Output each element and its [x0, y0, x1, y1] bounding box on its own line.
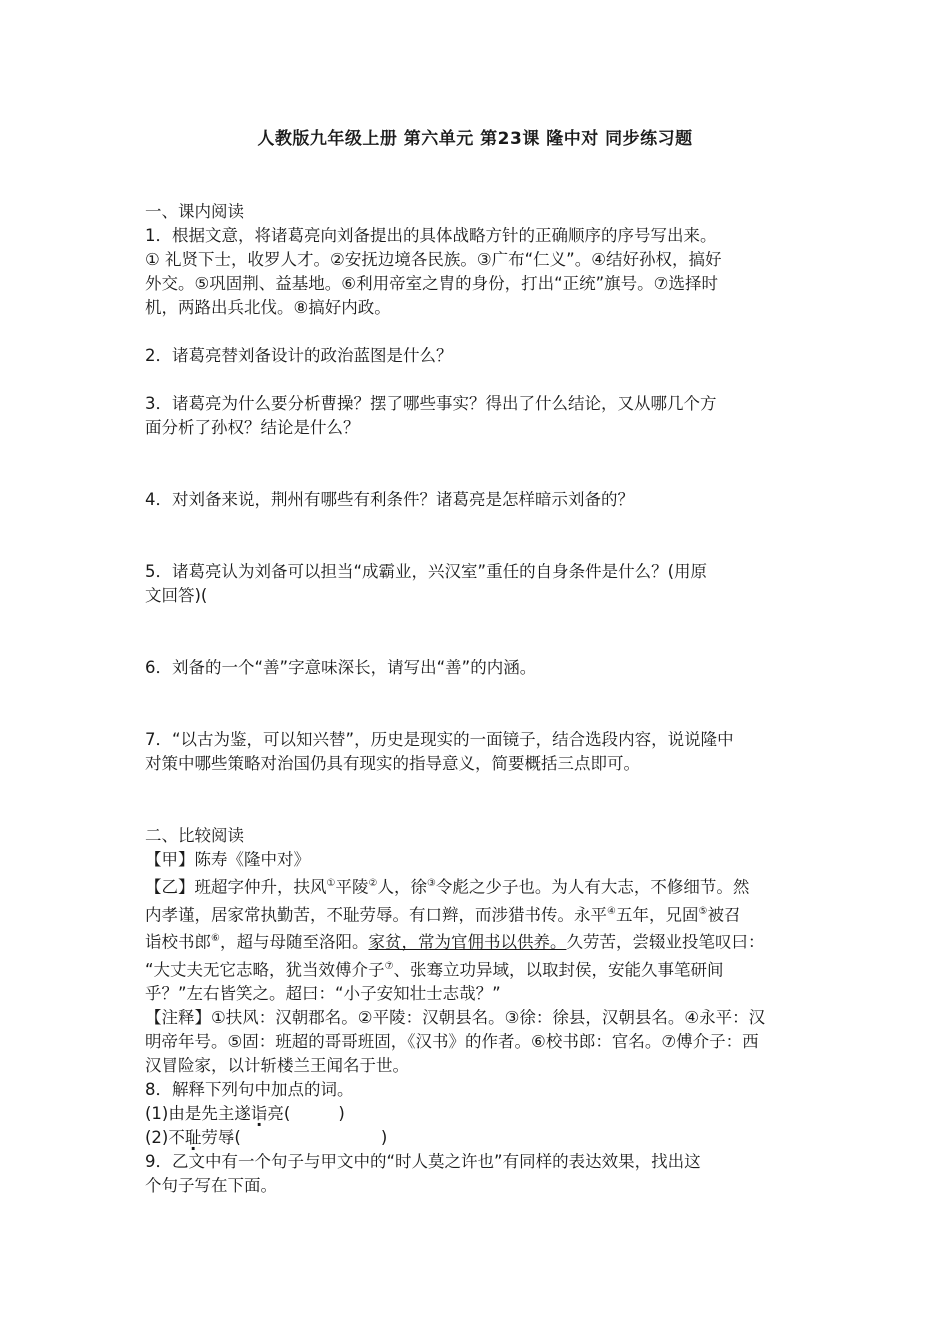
passage-yi-line-2: 内孝谨，居家常执勤苦，不耻劳辱。有口辫，而涉猎书传。永平④五年，兄固⑤被召 [145, 905, 741, 924]
passage-jia-title: 【甲】陈寿《隆中对》 [145, 850, 310, 869]
dotted-word: 诣 [250, 1104, 268, 1123]
question-1-line-2: ① 礼贤下士，收罗人才。②安抚边境各民族。③广布“仁义”。④结好孙权，搞好 [145, 250, 722, 269]
question-8-item-1: (1)由是先主遂诣亮( ) [145, 1104, 345, 1123]
question-6: 6．刘备的一个“善”字意味深长，请写出“善”的内涵。 [145, 658, 537, 677]
question-8: 8．解释下列句中加点的词。 [145, 1080, 354, 1099]
question-5-line-2: 文回答)( [145, 586, 208, 605]
notes-line-2: 明帝年号。⑤固：班超的哥哥班固，《汉书》的作者。⑥校书郎：官名。⑦傅介子：西 [145, 1032, 759, 1051]
dotted-word: 耻 [184, 1128, 202, 1147]
question-9-line-2: 个句子写在下面。 [145, 1176, 277, 1195]
section-heading-1: 一、课内阅读 [145, 202, 244, 221]
question-8-item-2: (2)不耻劳辱( ) [145, 1128, 388, 1147]
question-1-line-1: 1．根据文意，将诸葛亮向刘备提出的具体战略方针的正确顺序的序号写出来。 [145, 226, 717, 245]
notes-line-1: 【注释】①扶风：汉朝郡名。②平陵：汉朝县名。③徐：徐县，汉朝县名。④永平：汉 [145, 1008, 766, 1027]
question-5-line-1: 5．诸葛亮认为刘备可以担当“成霸业，兴汉室”重任的自身条件是什么？(用原 [145, 562, 708, 581]
document-body [145, 200, 813, 1198]
question-3-line-1: 3．诸葛亮为什么要分析曹操？摆了哪些事实？得出了什么结论，又从哪几个方 [145, 394, 717, 413]
question-3-line-2: 面分析了孙权？结论是什么？ [145, 418, 360, 437]
question-9-line-1: 9．乙文中有一个句子与甲文中的“时人莫之许也”有同样的表达效果，找出这 [145, 1152, 701, 1171]
passage-yi-line-1: 【乙】班超字仲升，扶风①平陵②人，徐③令彪之少子也。为人有大志，不修细节。然 [145, 877, 750, 897]
question-2: 2．诸葛亮替刘备设计的政治蓝图是什么？ [145, 346, 453, 365]
underlined-sentence: 家贫，常为官佣书以供养。 [368, 932, 567, 952]
passage-yi-line-5: 乎？”左右皆笑之。超曰：“小子安知壮士志哉？” [145, 984, 501, 1003]
question-7-line-1: 7．“以古为鉴，可以知兴替”，历史是现实的一面镜子，结合选段内容，说说隆中 [145, 730, 734, 749]
page-title: 人教版九年级上册 第六单元 第23课 隆中对 同步练习题 [257, 129, 693, 149]
question-1-line-4: 机，两路出兵北伐。⑧搞好内政。 [145, 298, 391, 317]
passage-yi-line-4: “大丈夫无它志略，犹当效傅介子⑦、张骞立功异域，以取封侯，安能久事笔研间 [145, 960, 724, 979]
section-heading-2: 二、比较阅读 [145, 826, 244, 845]
passage-yi-line-3: 诣校书郎⑥，超与母随至洛阳。家贫，常为官佣书以供养。久劳苦，尝辍业投笔叹曰： [145, 932, 765, 952]
question-7-line-2: 对策中哪些策略对治国仍具有现实的指导意义，简要概括三点即可。 [145, 754, 640, 773]
question-4: 4．对刘备来说，荆州有哪些有利条件？诸葛亮是怎样暗示刘备的？ [145, 490, 634, 509]
question-1-line-3: 外交。⑤巩固荆、益基地。⑥利用帝室之胄的身份，打出“正统”旗号。⑦选择时 [145, 274, 718, 293]
notes-line-3: 汉冒险家，以计斩楼兰王闻名于世。 [145, 1056, 409, 1075]
